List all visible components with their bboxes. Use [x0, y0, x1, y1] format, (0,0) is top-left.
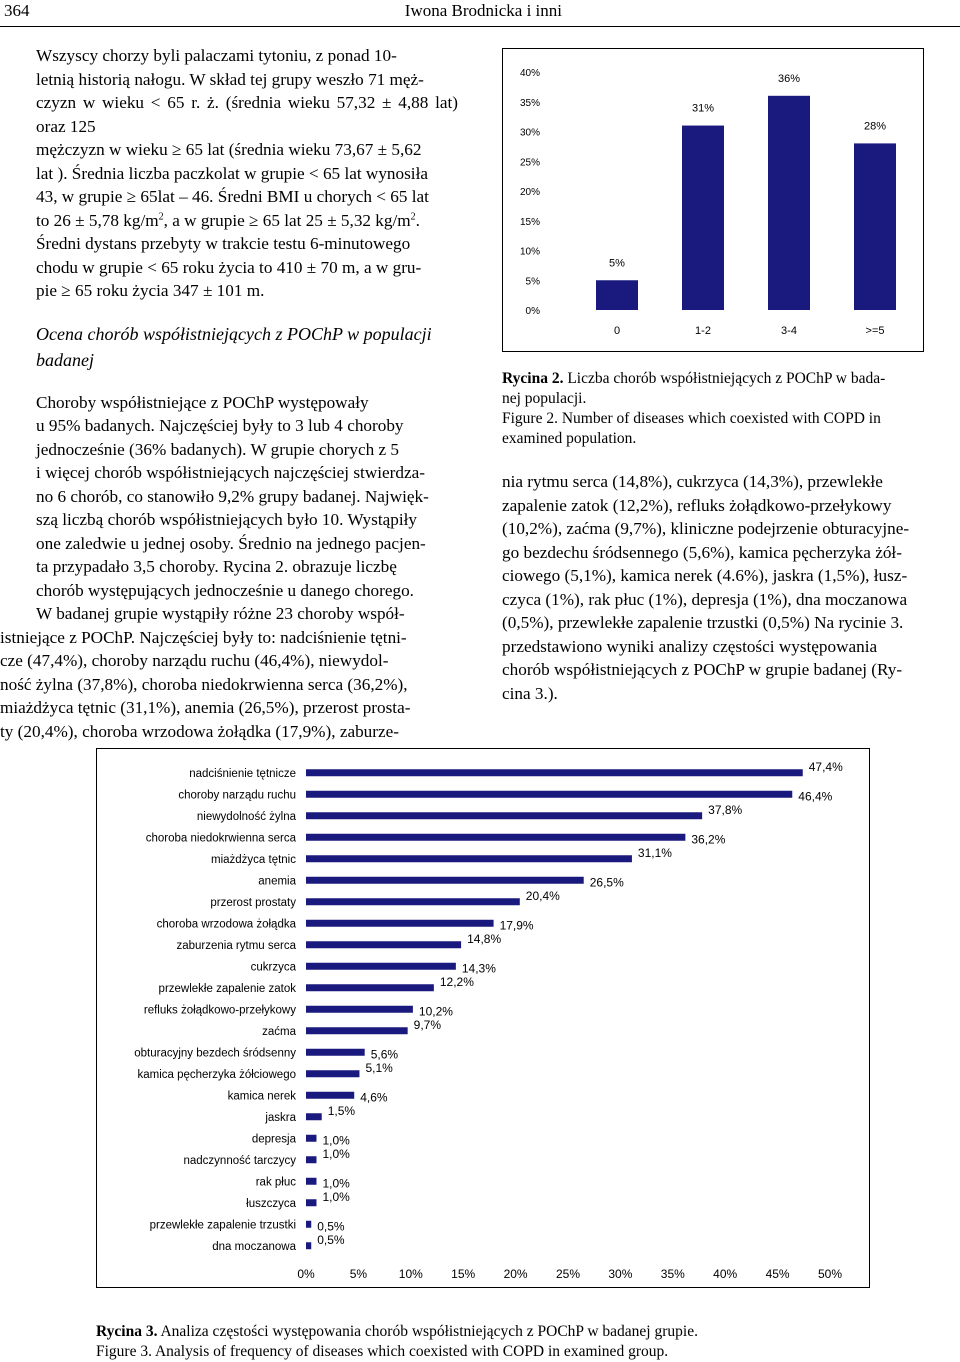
chart-frame: [97, 749, 870, 1288]
y-tick-label: 25%: [519, 157, 540, 169]
text-line: (10,2%), zaćma (9,7%), kliniczne podejrzenie obturacyjne-: [502, 519, 910, 538]
x-tick-label: 20%: [503, 1267, 528, 1281]
bar: [306, 812, 702, 819]
category-label: łuszczyca: [246, 1197, 296, 1210]
y-tick-label: 40%: [519, 68, 540, 79]
text-line: W badanej grupie wystąpiły różne 23 choroby współ-: [36, 604, 405, 623]
category-label: choroba wrzodowa żołądka: [156, 918, 296, 931]
text-line: Średni dystans przebyty w trakcie testu 6-minutowego: [36, 234, 411, 253]
data-label: 1,0%: [322, 1176, 350, 1191]
x-tick-label: 50%: [817, 1267, 843, 1281]
x-tick-label: 0%: [297, 1267, 315, 1281]
category-label: miażdżyca tętnic: [210, 853, 296, 866]
category-label: zaburzenia rytmu serca: [176, 939, 296, 952]
text-line: go bezdechu śródsennego (5,6%), kamica pęcherzyka żół-: [502, 542, 902, 562]
bar: [306, 984, 434, 991]
category-label: kamica nerek: [227, 1090, 296, 1103]
data-label: 5,1%: [365, 1060, 393, 1075]
bar: [306, 1113, 322, 1120]
data-label: 4,6%: [360, 1090, 388, 1105]
data-label: 28%: [863, 120, 887, 133]
running-authors: Iwona Brodnicka i inni: [404, 1, 562, 20]
paragraph-diseases: [0, 602, 458, 743]
data-label: 36,2%: [691, 832, 726, 847]
x-tick-label: 25%: [555, 1267, 581, 1281]
x-tick-label: 35%: [660, 1267, 685, 1281]
text-line: czyca (1%), rak płuc (1%), depresja (1%), dna moczanowa: [502, 589, 908, 609]
text-line: chorób współistniejących z POChP w grupie badanej (Ry-: [502, 660, 903, 679]
y-tick-label: 30%: [519, 127, 540, 139]
y-tick-label: 35%: [519, 97, 540, 109]
bar: [306, 920, 494, 927]
text-line: mężczyzn w wieku ≥ 65 lat (średnia wieku 73,67 ± 5,62: [36, 140, 422, 159]
data-label: 0,5%: [317, 1219, 345, 1234]
text-line: no 6 chorób, co stanowiło 9,2% grupy badanej. Najwięk-: [36, 486, 429, 506]
category-label: przewlekłe zapalenie trzustki: [149, 1219, 296, 1232]
text-line: miażdżyca tętnic (31,1%), anemia (26,5%), przerost prosta-: [0, 698, 411, 717]
data-label: 37,8%: [708, 802, 743, 817]
bar: [306, 1199, 316, 1206]
caption-label: Rycina 3.: [96, 1323, 158, 1340]
paragraph-intro: [36, 44, 458, 303]
bar: [306, 1178, 316, 1185]
y-tick-label: 0%: [525, 306, 540, 317]
text-line: Choroby współistniejące z POChP występowały: [36, 392, 369, 412]
data-label: 36%: [777, 72, 801, 85]
data-label: 12,2%: [439, 974, 474, 989]
bar: [306, 834, 685, 841]
category-label: niewydolność żylna: [196, 810, 296, 823]
bar: [306, 877, 584, 884]
text-line: chodu w grupie < 65 roku życia to 410 ± 70 m, a w gru-: [36, 257, 422, 277]
text-line: letnią historią nałogu. W skład tej grupy weszło 71 męż-: [36, 69, 424, 89]
paragraph-comorbidity-count: [36, 391, 458, 603]
y-tick-label: 5%: [525, 276, 540, 288]
text-line-bmi: to 26 ± 5,78 $kg/m^2$, a w grupie ≥ 65 lat 25 ± 5,32 $kg/m^2$.: [36, 210, 420, 230]
category-label: kamica pęcherzyka żółciowego: [137, 1068, 296, 1081]
text-line: ta przypadało 3,5 choroby. Rycina 2. obrazuje liczbę: [36, 557, 397, 576]
text-line: (0,5%), przewlekłe zapalenie trzustki (0,5%) Na rycinie 3.: [502, 613, 904, 632]
figure-3-svg: [96, 748, 870, 1288]
data-label: 46,4%: [798, 789, 833, 804]
text-line: cze (47,4%), choroby narządu ruchu (46,4%), niewydol-: [0, 651, 389, 670]
text-line: nia rytmu serca (14,8%), cukrzyca (14,3%), przewlekłe: [502, 472, 883, 491]
bar: [306, 855, 632, 862]
figure-3-caption: Rycina 3. Analiza częstości występowania chorób współistniejących z POChP w badanej grupie. Figure 3. Analysis of frequency of diseases which coexisted with COPD in examined group.: [96, 1323, 698, 1360]
category-label: cukrzyca: [250, 961, 296, 974]
x-tick-label: 10%: [398, 1267, 423, 1281]
bar: [306, 769, 803, 776]
y-tick-label: 10%: [519, 246, 540, 258]
bar: [306, 963, 456, 970]
x-category-label: 0: [613, 325, 621, 337]
x-category-label: 1-2: [695, 325, 711, 337]
x-category-label: >=5: [865, 325, 885, 337]
text-line: jednocześnie (36% badanych). W grupie chorych z 5: [36, 439, 400, 459]
figure-3-chart: [96, 748, 870, 1288]
page-number: 364: [4, 1, 30, 20]
bar: [306, 791, 792, 798]
data-label: 1,5%: [327, 1103, 356, 1118]
bar: [306, 1027, 408, 1034]
data-label: 9,7%: [413, 1017, 442, 1032]
figure-2-caption: Rycina 2. Liczba chorób współistniejących z POChP w bada- nej populacji. Figure 2. Number of diseases which coexisted with COPD in examined population.: [502, 370, 886, 447]
category-label: jaskra: [265, 1111, 296, 1124]
data-label: 1,0%: [322, 1133, 350, 1148]
data-label: 17,9%: [499, 918, 534, 933]
bar: [306, 1242, 311, 1249]
data-label: 14,8%: [467, 931, 502, 946]
category-label: rak płuc: [255, 1176, 296, 1189]
section-heading: Ocena chorób współistniejących z POChP w populacji badanej: [36, 323, 432, 370]
text-line: Wszyscy chorzy byli palaczami tytoniu, z ponad 10-: [36, 46, 397, 65]
text-line: u 95% badanych. Najczęściej były to 3 lub 4 choroby: [36, 416, 404, 435]
left-column: [0, 44, 458, 743]
bar: [306, 1070, 359, 1077]
category-label: przewlekłe zapalenie zatok: [158, 982, 296, 995]
bar: [306, 1221, 311, 1228]
category-label: przerost prostaty: [210, 896, 296, 909]
category-label: obturacyjny bezdech śródsenny: [134, 1047, 296, 1060]
data-label: 20,4%: [525, 888, 560, 903]
running-header: [0, 0, 960, 27]
data-label: 0,5%: [317, 1232, 345, 1247]
data-label: 31,1%: [637, 845, 672, 860]
text-line: ty (20,4%), choroba wrzodowa żołądka (17,9%), zaburze-: [0, 721, 399, 741]
x-tick-label: 30%: [608, 1267, 633, 1281]
x-tick-label: 5%: [349, 1267, 368, 1281]
data-label: 31%: [691, 102, 715, 115]
category-label: dna moczanowa: [212, 1240, 296, 1253]
bar: [596, 280, 638, 310]
data-label: 5%: [609, 257, 625, 270]
bar: [306, 1135, 316, 1142]
category-label: zaćma: [262, 1025, 296, 1038]
data-label: 26,5%: [589, 875, 624, 890]
text-line: czyzn w wieku < 65 r. ż. (średnia wieku 57,32 ± 4,88 lat) oraz 125: [36, 93, 458, 136]
bar: [306, 1156, 316, 1163]
bar: [306, 941, 461, 948]
y-tick-label: 20%: [519, 187, 540, 198]
bar: [306, 898, 520, 905]
text-line: chorób występujących jednocześnie u danego chorego.: [36, 580, 414, 600]
figure-2-chart: [502, 48, 924, 352]
text-line: ciowego (5,1%), kamica nerek (4.6%), jaskra (1,5%), łusz-: [502, 566, 908, 585]
bar: [306, 1049, 365, 1056]
figure-2-svg: [502, 48, 924, 352]
category-label: nadczynność tarczycy: [183, 1154, 296, 1167]
bar: [306, 1092, 354, 1099]
bar: [306, 1006, 413, 1013]
category-label: nadciśnienie tętnicze: [189, 767, 296, 780]
text-line: istniejące z POChP. Najczęściej były to: nadciśnienie tętni-: [0, 627, 407, 647]
category-label: refluks żołądkowo-przełykowy: [143, 1004, 296, 1017]
text-line: cina 3.).: [502, 683, 558, 703]
x-tick-label: 15%: [451, 1267, 476, 1281]
x-tick-label: 45%: [765, 1267, 790, 1281]
right-column: [502, 470, 954, 705]
text-line: lat ). Średnia liczba paczkolat w grupie < 65 lat wynosiła: [36, 163, 428, 183]
data-label: 47,4%: [808, 759, 843, 774]
text-line: szą liczbą chorób współistniejących było 10. Wystąpiły: [36, 510, 417, 529]
text-line: i więcej chorób współistniejących najczęściej stwierdza-: [36, 463, 425, 482]
data-label: 14,3%: [461, 961, 496, 976]
bar: [854, 143, 896, 310]
category-label: anemia: [258, 875, 296, 888]
x-tick-label: 40%: [713, 1267, 738, 1281]
bar: [768, 96, 810, 310]
text-line: 43, w grupie ≥ 65lat – 46. Średni BMI u chorych < 65 lat: [36, 187, 429, 206]
text-line: zapalenie zatok (12,2%), refluks żołądkowo-przełykowy: [502, 495, 892, 515]
caption-label: Rycina 2.: [502, 370, 564, 387]
category-label: depresja: [251, 1133, 296, 1146]
x-category-label: 3-4: [781, 325, 797, 337]
data-label: 1,0%: [322, 1146, 350, 1161]
category-label: choroby narządu ruchu: [178, 789, 296, 802]
y-tick-label: 15%: [519, 216, 540, 228]
data-label: 10,2%: [418, 1004, 453, 1019]
text-line: one zaledwie u jednej osoby. Średnio na jednego pacjen-: [36, 533, 426, 553]
data-label: 5,6%: [370, 1047, 399, 1062]
bar: [682, 126, 724, 310]
text-line: ność żylna (37,8%), choroba niedokrwienna serca (36,2%),: [0, 674, 408, 694]
data-label: 1,0%: [322, 1189, 350, 1204]
text-line: przedstawiono wyniki analizy częstości występowania: [502, 636, 878, 656]
category-label: choroba niedokrwienna serca: [145, 832, 296, 845]
text-line: pie ≥ 65 roku życia 347 ± 101 m.: [36, 281, 265, 300]
